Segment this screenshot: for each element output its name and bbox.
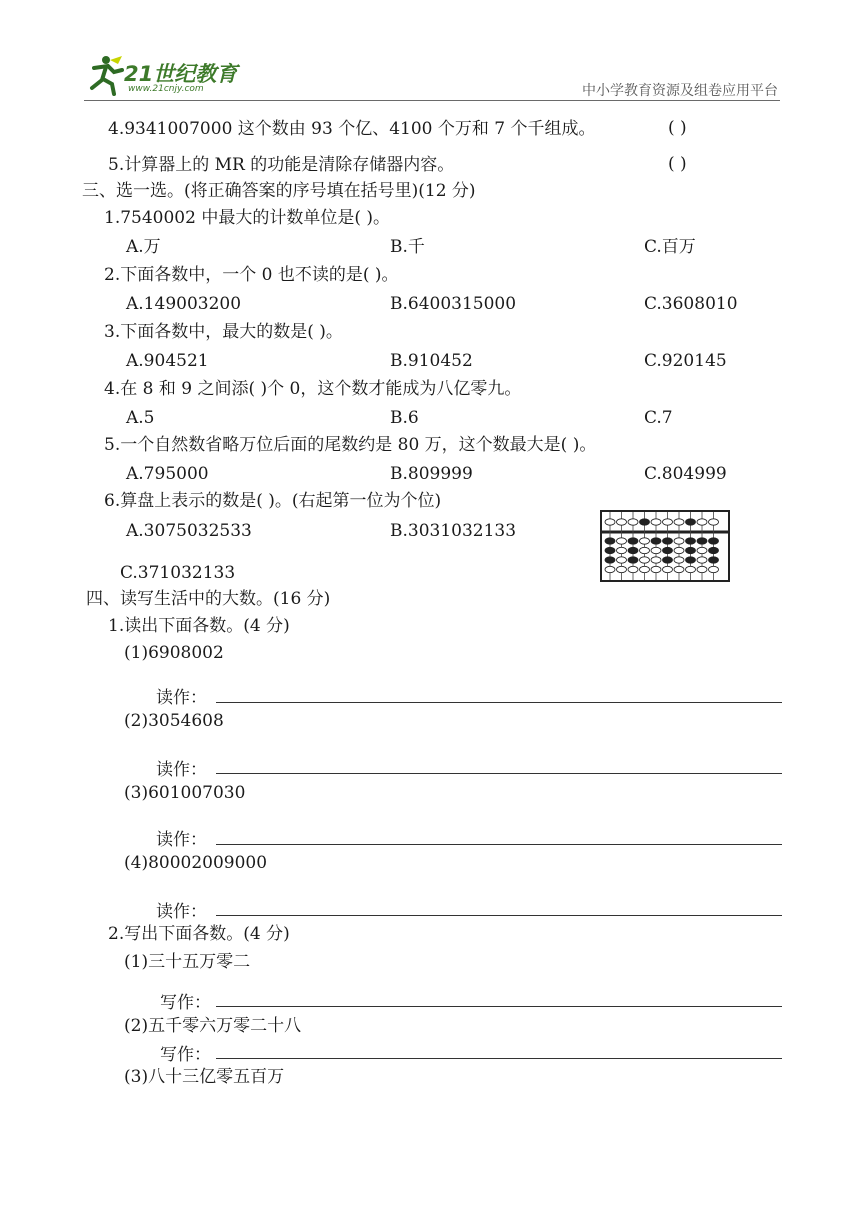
- read-answer-line-4[interactable]: [216, 915, 782, 916]
- option-3b[interactable]: B.910452: [390, 351, 473, 371]
- option-3c[interactable]: C.920145: [644, 351, 727, 371]
- read-answer-line-1[interactable]: [216, 702, 782, 703]
- choice-question-6: 6.算盘上表示的数是( )。(右起第一位为个位): [104, 491, 442, 511]
- write-answer-line-1[interactable]: [216, 1006, 782, 1007]
- read-item-3: (3)601007030: [124, 783, 246, 803]
- option-5c[interactable]: C.804999: [644, 464, 727, 484]
- read-item-2: (2)3054608: [124, 711, 224, 731]
- option-4a[interactable]: A.5: [126, 408, 155, 428]
- logo-url: www.21cnjy.com: [128, 84, 204, 94]
- option-3a[interactable]: A.904521: [126, 351, 209, 371]
- option-1a[interactable]: A.万: [126, 237, 161, 257]
- write-item-3: (3)八十三亿零五百万: [124, 1067, 285, 1087]
- write-label-1: 写作：: [160, 993, 211, 1013]
- option-6a[interactable]: A.3075032533: [126, 521, 252, 541]
- section-3-title: 三、选一选。(将正确答案的序号填在括号里)(12 分): [82, 181, 476, 201]
- option-6c[interactable]: C.371032133: [120, 563, 236, 583]
- choice-question-5: 5.一个自然数省略万位后面的尾数约是 80 万，这个数最大是( )。: [104, 435, 597, 455]
- read-item-4: (4)80002009000: [124, 853, 268, 873]
- choice-question-1: 1.7540002 中最大的计数单位是( )。: [104, 208, 391, 228]
- read-answer-line-3[interactable]: [216, 844, 782, 845]
- section-4-title: 四、读写生活中的大数。(16 分): [86, 589, 331, 609]
- answer-paren-4[interactable]: ( ): [668, 118, 687, 138]
- option-2b[interactable]: B.6400315000: [390, 294, 517, 314]
- write-subtitle: 2.写出下面各数。(4 分): [108, 924, 290, 944]
- abacus-image: [600, 510, 730, 582]
- write-item-2: (2)五千零六万零二十八: [124, 1016, 302, 1036]
- read-item-1: (1)6908002: [124, 643, 224, 663]
- option-4b[interactable]: B.6: [390, 408, 419, 428]
- choice-question-4: 4.在 8 和 9 之间添( )个 0，这个数才能成为八亿零九。: [104, 379, 522, 399]
- read-label-3: 读作：: [156, 830, 207, 850]
- read-label-4: 读作：: [156, 902, 207, 922]
- write-item-1: (1)三十五万零二: [124, 952, 251, 972]
- write-answer-line-2[interactable]: [216, 1058, 782, 1059]
- judge-question-5: 5.计算器上的 MR 的功能是清除存储器内容。: [108, 155, 455, 175]
- read-label-1: 读作：: [156, 688, 207, 708]
- option-2c[interactable]: C.3608010: [644, 294, 738, 314]
- judge-question-4: 4.9341007000 这个数由 93 个亿、4100 个万和 7 个千组成。: [108, 119, 596, 139]
- answer-paren-5[interactable]: ( ): [668, 154, 687, 174]
- option-4c[interactable]: C.7: [644, 408, 673, 428]
- read-label-2: 读作：: [156, 760, 207, 780]
- platform-name: 中小学教育资源及组卷应用平台: [582, 83, 778, 99]
- option-2a[interactable]: A.149003200: [126, 294, 242, 314]
- logo: [84, 54, 264, 100]
- option-5a[interactable]: A.795000: [126, 464, 209, 484]
- read-subtitle: 1.读出下面各数。(4 分): [108, 616, 290, 636]
- write-label-2: 写作：: [160, 1045, 211, 1065]
- logo-text: 21世纪教育: [124, 62, 238, 86]
- option-5b[interactable]: B.809999: [390, 464, 473, 484]
- choice-question-3: 3.下面各数中，最大的数是( )。: [104, 322, 343, 342]
- page-header: [0, 0, 860, 110]
- option-1b[interactable]: B.千: [390, 237, 425, 257]
- runner-logo-icon: [84, 54, 124, 96]
- header-divider: [84, 100, 780, 101]
- option-1c[interactable]: C.百万: [644, 237, 696, 257]
- read-answer-line-2[interactable]: [216, 773, 782, 774]
- option-6b[interactable]: B.3031032133: [390, 521, 517, 541]
- choice-question-2: 2.下面各数中，一个 0 也不读的是( )。: [104, 265, 399, 285]
